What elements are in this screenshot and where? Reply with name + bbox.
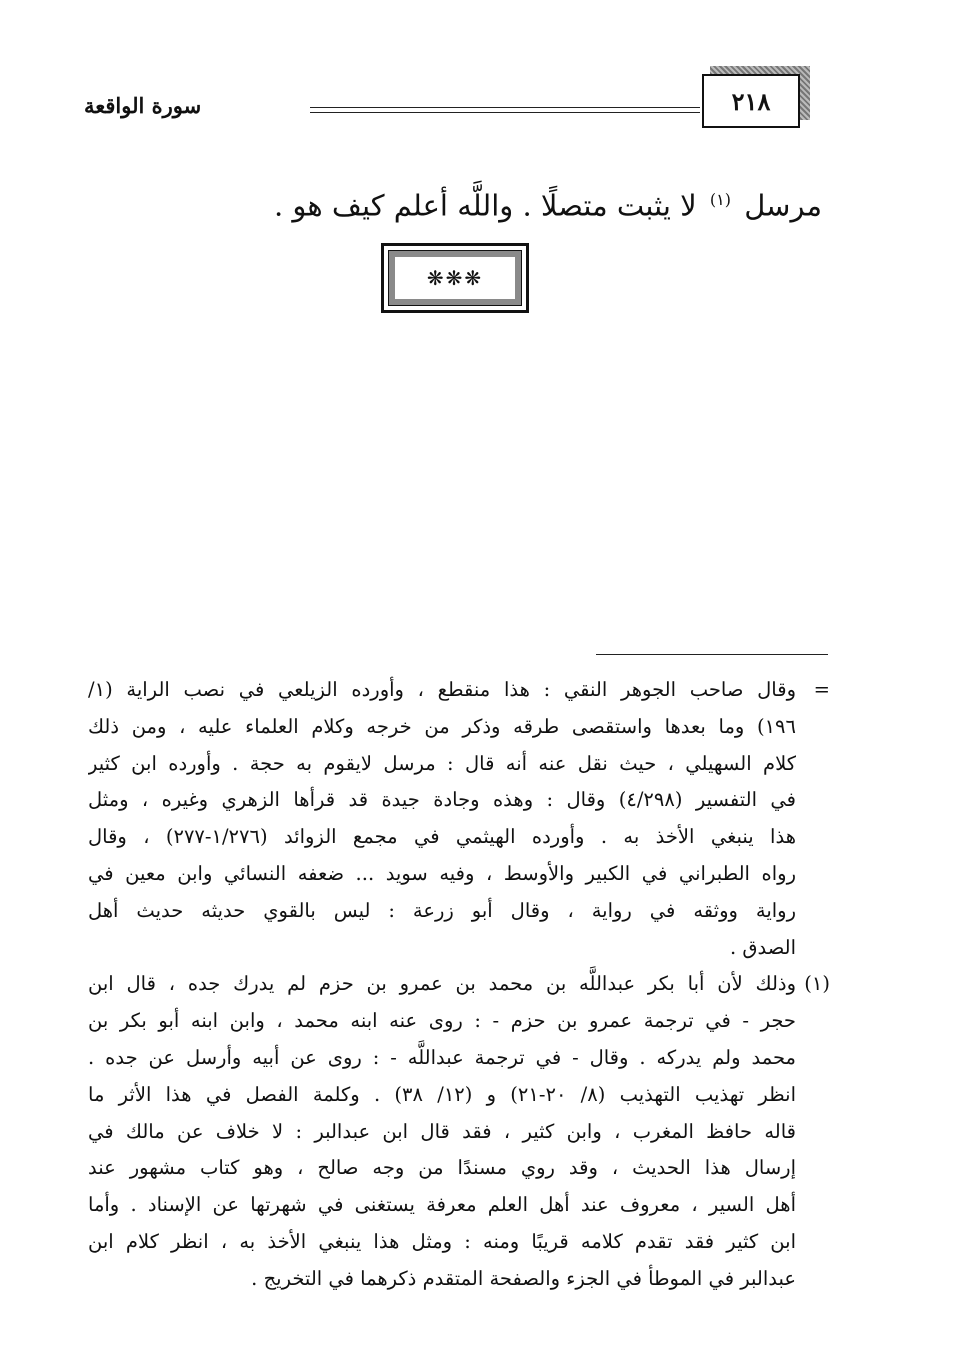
footnote-line: محمد ولم يدركه . وقال - في ترجمة عبداللَّه - : روى عن أبيه وأرسل عن جده . (88, 1045, 796, 1069)
footnote-separator-rule (596, 654, 828, 655)
page-number: ٢١٨ (702, 74, 800, 128)
footnote-line: إرسال هذا الحديث ، وقد روي مسندًا من وجه صالح ، وهو كتاب مشهور عند (88, 1156, 796, 1180)
footnote-line: حجر - في ترجمة عمرو بن حزم - : روى عنه ابنه محمد ، وابن ابنه أبو بكر بن (88, 1009, 796, 1033)
main-text-rest: لا يثبت متصلًا . واللَّه أعلم كيف هو . (274, 188, 697, 223)
main-text-start: مرسل (744, 188, 822, 223)
footnote-line: رواية ووثقه في رواية ، وقال أبو زرعة : ليس بالقوي حديثه حديث أهل (88, 898, 796, 922)
footnote-line: كلام السهيلي ، حيث نقل عنه أنه قال : مرسل لايقوم به حجة . وأورده ابن كثير (88, 751, 796, 775)
footnote-line: هذا ينبغي الأخذ به . وأورده الهيثمي في مجمع الزوائد (١/٢٧٦-٢٧٧) ، وقال (88, 825, 796, 849)
footnote-line: وقال صاحب الجوهر النقي : هذا منقطع ، وأورده الزيلعي في نصب الراية (١/ (88, 678, 796, 701)
section-separator-ornament (381, 243, 529, 313)
footnote-line: قاله حافظ المغرب ، وابن كثير ، فقد قال ابن عبدالبر : لا خلاف عن مالك في (88, 1119, 796, 1143)
footnote-continuation (88, 672, 830, 966)
page-number-box (702, 66, 810, 128)
surah-title: سورة الواقعة (84, 93, 202, 118)
footnote-line: وذلك لأن أبا بكر عبداللَّه بن محمد بن عمرو بن حزم لم يدرك جده ، قال ابن (88, 972, 796, 996)
header-double-rule (310, 107, 700, 113)
footnote-line: أهل السير ، معروف عند أهل العلم معرفة يستغنى في شهرتها عن الإسناد . وأما (88, 1193, 796, 1217)
footnote-reference: (١) (709, 190, 731, 209)
footnote-1-marker: (١) (804, 972, 830, 996)
footnote-line: في التفسير (٤/٢٩٨) وقال : وهذه وجادة جيدة قد قرأها الزهري وغيره ، ومثل (88, 788, 796, 812)
ornament-stars: ❋❋❋ (389, 251, 521, 305)
footnote-1 (88, 966, 830, 1297)
footnote-line: ١٩٦) وما بعدها واستقصى طرقه وذكر من خرجه وكلام العلماء عليه ، ومن ذلك (88, 714, 796, 738)
footnote-line: عبدالبر في الموطأ في الجزء والصفحة المتقدم ذكرهما في التخريج . (251, 1266, 796, 1290)
main-text-line (262, 180, 822, 226)
footnote-line: ابن كثير فقد تقدم كلامه قريبًا ومنه : ومثل هذا ينبغي الأخذ به ، انظر كلام ابن (88, 1229, 796, 1253)
footnotes-section (88, 672, 830, 1298)
footnote-line: انظر تهذيب التهذيب (٨/ ٢٠-٢١) و (١٢/ ٣٨) . وكلمة الفصل في هذا الأثر ما (88, 1082, 796, 1106)
footnote-continuation-marker: = (813, 678, 830, 701)
footnote-line: الصدق . (729, 935, 796, 959)
footnote-line: رواه الطبراني في الكبير والأوسط ، وفيه سويد ... ضعفه النسائي وابن معين في (88, 861, 796, 885)
